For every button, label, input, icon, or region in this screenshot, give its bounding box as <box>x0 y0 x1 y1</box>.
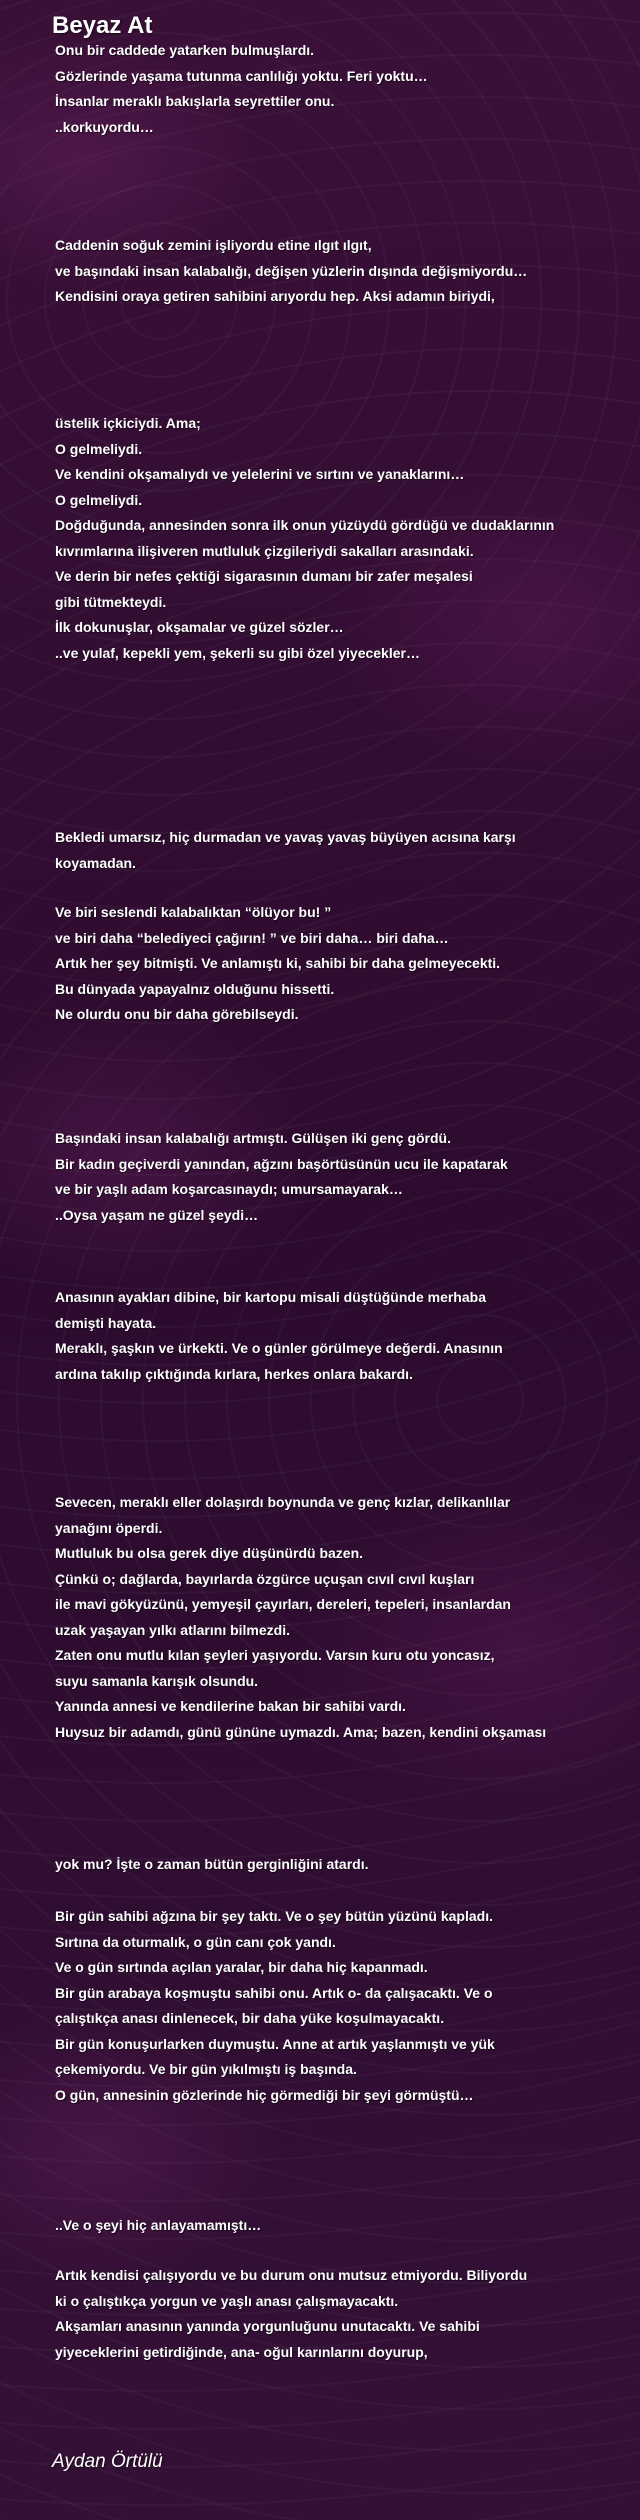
poem-line: koyamadan. <box>55 854 136 871</box>
poem-line: Akşamları anasının yanında yorgunluğunu unutacaktı. Ve sahibi <box>55 2318 480 2334</box>
poem-line: kıvrımlarına ilişiveren mutluluk çizgileriydi sakalları arasındaki. <box>55 542 474 559</box>
poem-line: Artık kendisi çalışıyordu ve bu durum onu mutsuz etmiyordu. Biliyordu <box>55 2267 528 2283</box>
poem-line: Bir kadın geçiverdi yanından, ağzını başörtüsünün ucu ile kapatarak <box>55 1155 508 1172</box>
poem-line: Sırtına da oturmalık, o gün canı çok yandı. <box>55 1933 336 1950</box>
poem-line: gibi tütmekteydi. <box>55 593 167 610</box>
stanza <box>55 1852 630 1878</box>
poem-line: İnsanlar meraklı bakışlarla seyrettiler onu. <box>55 93 335 109</box>
poem-line: yanağını öperdi. <box>55 1519 163 1536</box>
poem-line: Bir gün sahibi ağzına bir şey taktı. Ve o şey bütün yüzünü kapladı. <box>55 1908 493 1924</box>
poem-line: Gözlerinde yaşama tutunma canlılığı yoktu. Feri yoktu… <box>55 67 428 84</box>
poem-line: Meraklı, şaşkın ve ürkekti. Ve o günler görülmeye değerdi. Anasının <box>55 1340 503 1356</box>
poem-line: Caddenin soğuk zemini işliyordu etine ılgıt ılgıt, <box>55 237 372 253</box>
stanza <box>55 1285 630 1387</box>
poem-line: Anasının ayakları dibine, bir kartopu misali düştüğünde merhaba <box>55 1289 486 1305</box>
poem-line: O gün, annesinin gözlerinde hiç görmediği bir şeyi görmüştü… <box>55 2086 474 2103</box>
poem-line: Artık her şey bitmişti. Ve anlamıştı ki, sahibi bir daha gelmeyecekti. <box>55 955 501 971</box>
poem-line: Doğduğunda, annesinden sonra ilk onun yüzüydü gördüğü ve dudaklarının <box>55 517 555 533</box>
poem-line: Çünkü o; dağlarda, bayırlarda özgürce uçuşan cıvıl cıvıl kuşları <box>55 1570 475 1587</box>
stanza <box>55 1490 630 1745</box>
stanza <box>55 1126 630 1228</box>
poem-line: ki o çalıştıkça yorgun ve yaşlı anası çalışmayacaktı. <box>55 2292 399 2309</box>
poem-line: ardına takılıp çıktığında kırlara, herkes onlara bakardı. <box>55 1365 413 1382</box>
stanza <box>55 900 630 1028</box>
author-name: Aydan Örtülü <box>52 2451 163 2472</box>
poem-line: ..korkuyordu… <box>55 118 154 135</box>
stanza <box>55 2263 630 2365</box>
poem-line: Bir gün arabaya koşmuştu sahibi onu. Artık o- da çalışacaktı. Ve o <box>55 1984 493 2001</box>
poem-line: Kendisini oraya getiren sahibini arıyordu hep. Aksi adamın biriydi, <box>55 288 495 304</box>
poem-line: Başındaki insan kalabalığı artmıştı. Gülüşen iki genç gördü. <box>55 1130 451 1146</box>
stanza <box>55 38 630 140</box>
poem-line: Onu bir caddede yatarken bulmuşlardı. <box>55 42 315 58</box>
poem-line: demişti hayata. <box>55 1314 157 1331</box>
poem-line: yok mu? İşte o zaman bütün gerginliğini atardı. <box>55 1856 369 1872</box>
poem-line: Ve kendini okşamalıydı ve yelelerini ve sırtını ve yanaklarını… <box>55 466 465 482</box>
poem-line: Huysuz bir adamdı, günü gününe uymazdı. Ama; bazen, kendini okşaması <box>55 1723 547 1740</box>
poem-line: Ve o gün sırtında açılan yaralar, bir daha hiç kapanmadı. <box>55 1959 428 1975</box>
stanza <box>55 1904 630 2108</box>
stanza <box>55 233 630 310</box>
poem-line: Bir gün konuşurlarken duymuştu. Anne at artık yaşlanmıştı ve yük <box>55 2035 495 2052</box>
poem-line: suyu samanla karışık olsundu. <box>55 1672 259 1689</box>
poem-line: çekemiyordu. Ve bir gün yıkılmıştı iş başında. <box>55 2061 357 2077</box>
poem-line: Ne olurdu onu bir daha görebilseydi. <box>55 1006 299 1022</box>
poem-line: Ve biri seslendi kalabalıktan “ölüyor bu! ” <box>55 904 332 920</box>
poem-line: üstelik içkiciydi. Ama; <box>55 415 201 431</box>
poem-line: yiyeceklerini getirdiğinde, ana- oğul karınlarını doyurup, <box>55 2343 428 2360</box>
poem-line: Bekledi umarsız, hiç durmadan ve yavaş yavaş büyüyen acısına karşı <box>55 829 516 845</box>
poem-line: ..Oysa yaşam ne güzel şeydi… <box>55 1206 259 1223</box>
poem-line: uzak yaşayan yılkı atlarını bilmezdi. <box>55 1621 290 1638</box>
poem-line: Zaten onu mutlu kılan şeyleri yaşıyordu. Varsın kuru otu yoncasız, <box>55 1647 495 1663</box>
poem-line: O gelmeliydi. <box>55 440 143 457</box>
poem-line: Ve derin bir nefes çektiği sigarasının dumanı bir zafer meşalesi <box>55 568 473 584</box>
poem-line: O gelmeliydi. <box>55 491 143 508</box>
poem-line: Bu dünyada yapayalnız olduğunu hissetti. <box>55 980 335 997</box>
stanza <box>55 2213 630 2239</box>
poem-line: Mutluluk bu olsa gerek diye düşünürdü bazen. <box>55 1545 364 1561</box>
poem-title: Beyaz At <box>52 12 153 39</box>
stanza <box>55 411 630 666</box>
poem-line: ..Ve o şeyi hiç anlayamamıştı… <box>55 2217 262 2233</box>
stanza <box>55 825 630 876</box>
poem-line: ve başındaki insan kalabalığı, değişen yüzlerin dışında değişmiyordu… <box>55 262 528 279</box>
poem-line: Sevecen, meraklı eller dolaşırdı boynunda ve genç kızlar, delikanlılar <box>55 1494 511 1510</box>
poem-line: İlk dokunuşlar, okşamalar ve güzel sözler… <box>55 619 344 635</box>
poem-line: ..ve yulaf, kepekli yem, şekerli su gibi özel yiyecekler… <box>55 644 420 661</box>
poem-line: ile mavi gökyüzünü, yemyeşil çayırları, dereleri, tepeleri, insanlardan <box>55 1596 511 1612</box>
poem-line: Yanında annesi ve kendilerine bakan bir sahibi vardı. <box>55 1698 406 1714</box>
poem-line: çalıştıkça anası dinlenecek, bir daha yüke koşulmayacaktı. <box>55 2010 445 2026</box>
poem-line: ve biri daha “belediyeci çağırın! ” ve biri daha… biri daha… <box>55 929 449 946</box>
poem-line: ve bir yaşlı adam koşarcasınaydı; umursamayarak… <box>55 1181 403 1197</box>
